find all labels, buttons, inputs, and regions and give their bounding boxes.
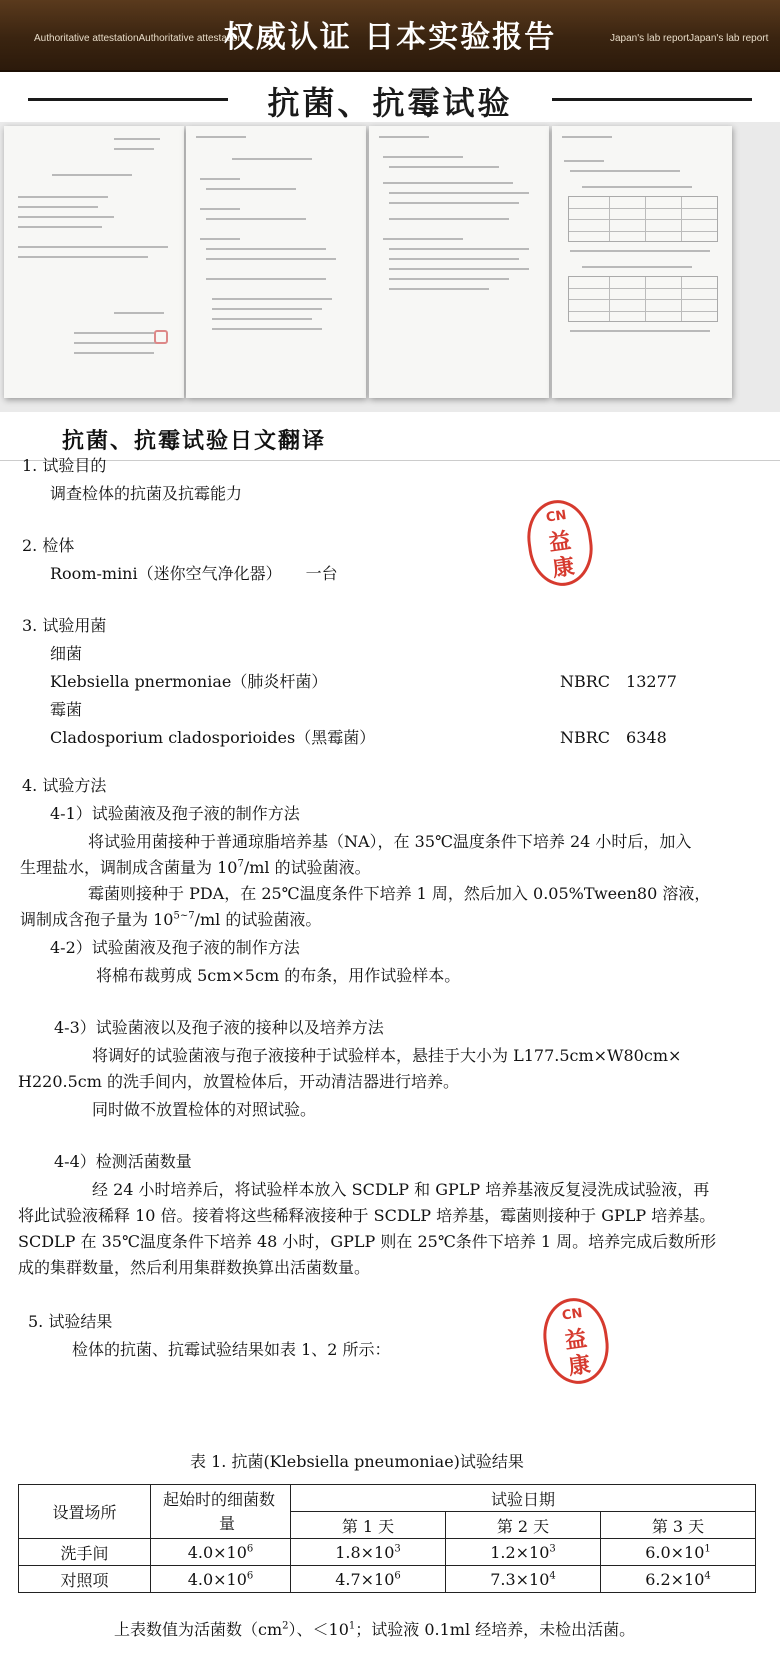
scan-page-2 [186,126,366,398]
translation-title: 抗菌、抗霉试验日文翻译 [62,429,327,454]
method-4-1-line-2 [20,858,371,878]
method-4-2-title: 4-2）试验菌液及孢子液的制作方法 [50,938,300,957]
section-5-body: 检体的抗菌、抗霉试验结果如表 1、2 所示： [72,1340,391,1359]
row-2-day-2 [446,1566,601,1593]
seal-2-char-2: 康 [566,1352,593,1381]
row-2-day-3 [601,1566,756,1593]
section-4-title: 4. 试验方法 [22,776,107,795]
row-1-day-1-base: 1.8×10 [335,1542,395,1562]
section-3-title: 3. 试验用菌 [22,616,107,635]
row-2-day-3-exp: 4 [704,1570,711,1582]
scan-page-1 [4,126,184,398]
banner-subtitle-left: Authoritative attestationAuthoritative attestation [34,33,244,44]
row-1-initial-base: 4.0×10 [187,1542,247,1562]
table-row [19,1566,756,1593]
seal-char-2: 康 [550,554,577,583]
table-note-b: ）、＜10 [288,1620,349,1639]
row-1-day-1 [291,1539,446,1566]
mold-name: Cladosporium cladosporioides（黑霉菌） [50,728,376,747]
header-day-3: 第 3 天 [601,1512,756,1539]
method-4-4-line-2: 将此试验液稀释 10 倍。接着将这些稀释液接种于 SCDLP 培养基，霉菌则接种于 GPLP 培养基。 [18,1206,716,1225]
method-4-1-line-3: 霉菌则接种于 PDA，在 25℃温度条件下培养 1 周，然后加入 0.05%Tween80 溶液， [88,884,711,903]
banner-subtitle-right: Japan's lab reportJapan's lab report [610,33,769,44]
header-banner [0,0,780,72]
method-4-3-line-2: H220.5cm 的洗手间内，放置检体后，开动清洁器进行培养。 [18,1072,459,1091]
method-4-4-line-4: 成的集群数量，然后利用集群数换算出活菌数量。 [18,1258,371,1277]
seal-2-char-1: 益 [563,1326,589,1355]
section-heading [0,76,780,122]
method-4-4-title: 4-4）检测活菌数量 [54,1152,192,1171]
method-4-4-line-1: 经 24 小时培养后，将试验样本放入 SCDLP 和 GPLP 培养基液反复浸洗成试验液，再 [92,1180,710,1199]
header-place: 设置场所 [19,1485,151,1539]
seal-text-top: CN [545,507,568,526]
row-1-initial [151,1539,291,1566]
row-1-day-3-exp: 1 [704,1543,711,1555]
header-day-1: 第 1 天 [291,1512,446,1539]
row-2-day-3-base: 6.2×10 [645,1569,705,1589]
method-4-1-line-2-pre: 生理盐水，调制成含菌量为 10 [20,858,238,877]
section-5-title: 5. 试验结果 [28,1312,113,1331]
section-1-title: 1. 试验目的 [22,456,107,475]
method-4-1-line-2-post: /ml 的试验菌液。 [243,858,371,877]
results-table [18,1484,756,1593]
row-2-place: 对照项 [19,1566,151,1593]
method-4-2-body: 将棉布裁剪成 5cm×5cm 的布条，用作试验样本。 [96,966,461,985]
header-test-date: 试验日期 [291,1485,756,1512]
header-initial-a: 起始时的细菌数 [163,1489,276,1509]
method-4-3-line-3: 同时做不放置检体的对照试验。 [92,1100,317,1119]
row-2-day-1-base: 4.7×10 [335,1569,395,1589]
method-4-3-line-1: 将调好的试验菌液与孢子液接种于试验样本，悬挂于大小为 L177.5cm×W80cm× [92,1046,682,1065]
table-note-a: 上表数值为活菌数（cm [114,1620,283,1639]
row-1-day-3-base: 6.0×10 [645,1542,705,1562]
mold-label: 霉菌 [50,700,83,719]
table-header-row [19,1485,756,1512]
method-4-1-line-2-exp: 7 [237,858,244,870]
table-caption: 表 1. 抗菌(Klebsiella pneumoniae)试验结果 [190,1452,524,1471]
method-4-3-title: 4-3）试验菌液以及孢子液的接种以及培养方法 [54,1018,384,1037]
table-note-c: ；试验液 0.1ml 经培养，未检出活菌。 [355,1620,636,1639]
row-2-day-2-exp: 4 [549,1570,556,1582]
section-2-title: 2. 检体 [22,536,75,555]
method-4-4-line-3: SCDLP 在 35℃温度条件下培养 48 小时，GPLP 则在 25℃条件下培养 1 周。培养完成后数所形 [18,1232,717,1251]
row-2-initial-exp: 6 [246,1570,254,1582]
row-2-day-1 [291,1566,446,1593]
table-note [114,1620,635,1640]
bacteria-label: 细菌 [50,644,83,663]
seal-char-1: 益 [547,528,573,557]
seal-2-text-top: CN [561,1305,584,1324]
section-1-body: 调查检体的抗菌及抗霉能力 [50,484,243,503]
header-initial [151,1485,291,1539]
method-4-1-line-1: 将试验用菌接种于普通琼脂培养基（NA），在 35℃温度条件下培养 24 小时后，加入 [88,832,692,851]
row-1-place: 洗手间 [19,1539,151,1566]
banner-title: 权威认证 日本实验报告 [223,20,557,55]
row-1-day-2-exp: 3 [549,1543,556,1555]
divider-right [552,98,752,101]
row-2-initial [151,1566,291,1593]
section-2-body: Room-mini（迷你空气净化器） 一台 [50,564,338,583]
bacteria-code: NBRC 13277 [560,672,677,691]
row-1-day-3 [601,1539,756,1566]
table-note-a-exp: 2 [282,1620,289,1632]
method-4-1-line-4-pre: 调制成含孢子量为 10 [20,910,174,929]
row-1-day-2 [446,1539,601,1566]
method-4-1-line-4-post: /ml 的试验菌液。 [194,910,322,929]
header-initial-b: 量 [219,1513,236,1533]
row-2-day-2-base: 7.3×10 [490,1569,550,1589]
method-4-1-title: 4-1）试验菌液及孢子液的制作方法 [50,804,300,823]
header-day-2: 第 2 天 [446,1512,601,1539]
mold-code: NBRC 6348 [560,728,667,747]
row-1-day-1-exp: 3 [394,1543,401,1555]
scan-page-3 [369,126,549,398]
row-1-day-2-base: 1.2×10 [490,1542,550,1562]
row-2-day-1-exp: 6 [394,1570,401,1582]
table-row [19,1539,756,1566]
method-4-1-line-4-exp: 5~7 [173,910,195,922]
table-note-b-exp: 1 [348,1620,356,1632]
bacteria-name: Klebsiella pnermoniae（肺炎杆菌） [50,672,328,691]
scan-page-4 [552,126,732,398]
method-4-1-line-4 [20,910,321,930]
scanned-report-strip [0,122,780,412]
row-2-initial-base: 4.0×10 [187,1569,247,1589]
section-title: 抗菌、抗霉试验 [267,84,513,122]
divider-left [28,98,228,101]
row-1-initial-exp: 6 [246,1543,254,1555]
